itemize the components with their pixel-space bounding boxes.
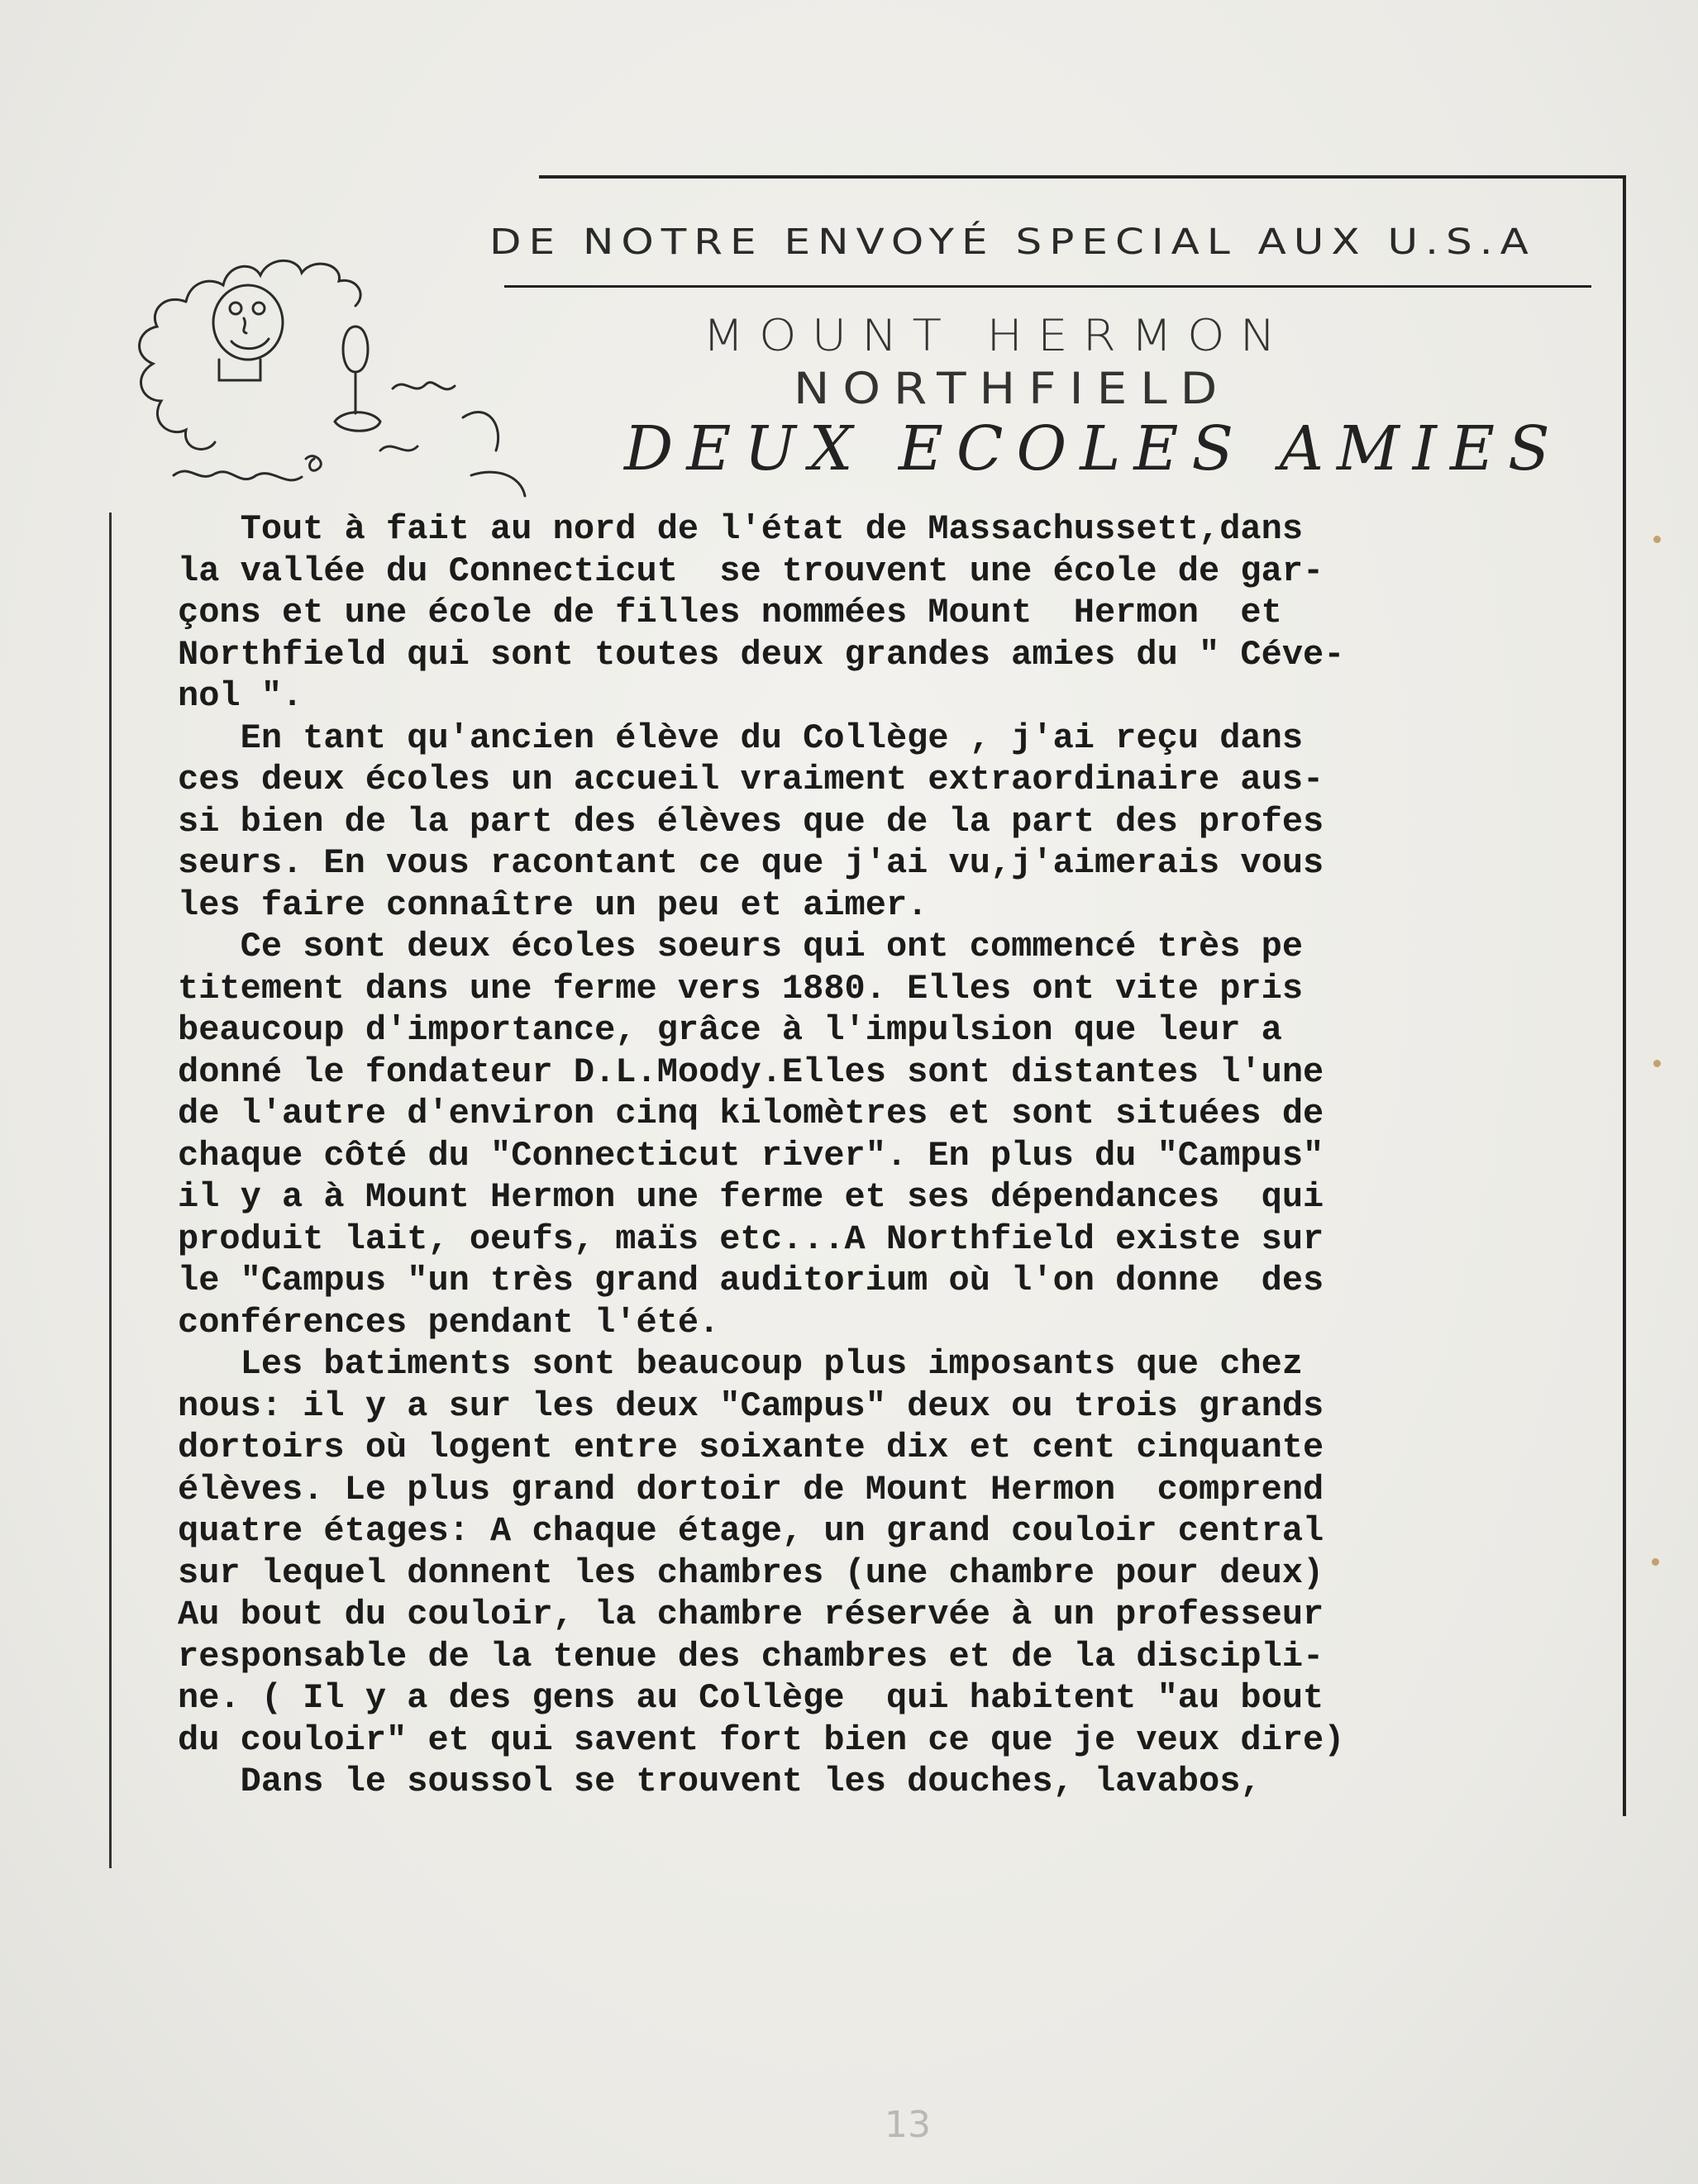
body-line: donné le fondateur D.L.Moody.Elles sont distantes l'une <box>178 1051 1324 1092</box>
body-line: conférences pendant l'été. <box>178 1302 720 1342</box>
body-line: les faire connaître un peu et aimer. <box>178 885 928 925</box>
body-line: Les batiments sont beaucoup plus imposants que chez <box>178 1344 1304 1384</box>
body-line: Northfield qui sont toutes deux grandes amies du " Céve- <box>178 634 1345 675</box>
body-line: titement dans une ferme vers 1880. Elles ont vite pris <box>178 968 1304 1009</box>
body-line: si bien de la part des élèves que de la part des profes <box>178 801 1324 842</box>
frame-right-border <box>1623 175 1626 1816</box>
paper-stain <box>1653 536 1661 543</box>
body-line: de l'autre d'environ cinq kilomètres et sont situées de <box>178 1094 1324 1133</box>
body-line: nol ". <box>178 676 303 716</box>
body-line: responsable de la tenue des chambres et de la discipli- <box>178 1636 1324 1676</box>
paper-stain <box>1652 1558 1659 1566</box>
body-line: Dans le soussol se trouvent les douches, lavabos, <box>178 1762 1262 1801</box>
paper-stain <box>1653 1060 1661 1067</box>
header-rule <box>504 285 1591 288</box>
title-line-2: NORTHFIELD <box>794 363 1231 414</box>
body-line: le "Campus "un très grand auditorium où l'on donne des <box>178 1261 1324 1300</box>
body-line: la vallée du Connecticut se trouvent une école de gar- <box>178 551 1324 591</box>
body-line: Ce sont deux écoles soeurs qui ont commencé très pe <box>178 927 1304 966</box>
body-line: çons et une école de filles nommées Mount Hermon et <box>178 593 1282 632</box>
header-kicker: DE NOTRE ENVOYÉ SPECIAL AUX U.S.A <box>489 222 1536 263</box>
body-line: seurs. En vous racontant ce que j'ai vu,j'aimerais vous <box>178 843 1324 883</box>
cartoon-drawing-illustration <box>107 203 570 525</box>
body-line: En tant qu'ancien élève du Collège , j'ai reçu dans <box>178 718 1304 758</box>
body-line: beaucoup d'importance, grâce à l'impulsion que leur a <box>178 1010 1282 1050</box>
body-line: quatre étages: A chaque étage, un grand couloir central <box>178 1511 1324 1551</box>
body-line: chaque côté du "Connecticut river". En plus du "Campus" <box>178 1135 1324 1175</box>
body-line: dortoirs où logent entre soixante dix et cent cinquante <box>178 1428 1324 1467</box>
title-line-3: DEUX ECOLES AMIES <box>624 413 1563 484</box>
body-line: nous: il y a sur les deux "Campus" deux ou trois grands <box>178 1385 1324 1426</box>
body-line: ne. ( Il y a des gens au Collège qui habitent "au bout <box>178 1678 1324 1718</box>
body-line: Au bout du couloir, la chambre réservée à un professeur <box>178 1595 1324 1634</box>
body-line: élèves. Le plus grand dortoir de Mount Hermon comprend <box>178 1469 1324 1509</box>
frame-left-border <box>109 513 112 1868</box>
body-line: produit lait, oeufs, maïs etc...A Northfield existe sur <box>178 1218 1324 1259</box>
title-line-1: MOUNT HERMON <box>703 310 1291 361</box>
page-number: 13 <box>885 2104 931 2146</box>
body-line: Tout à fait au nord de l'état de Massachussett,dans <box>178 509 1304 549</box>
frame-top-border <box>539 175 1626 179</box>
body-line: du couloir" et qui savent fort bien ce que je veux dire) <box>178 1719 1345 1760</box>
body-line: ces deux écoles un accueil vraiment extraordinaire aus- <box>178 760 1324 799</box>
body-line: sur lequel donnent les chambres (une chambre pour deux) <box>178 1552 1324 1593</box>
article-body <box>178 508 1550 1803</box>
body-line: il y a à Mount Hermon une ferme et ses dépendances qui <box>178 1177 1324 1217</box>
